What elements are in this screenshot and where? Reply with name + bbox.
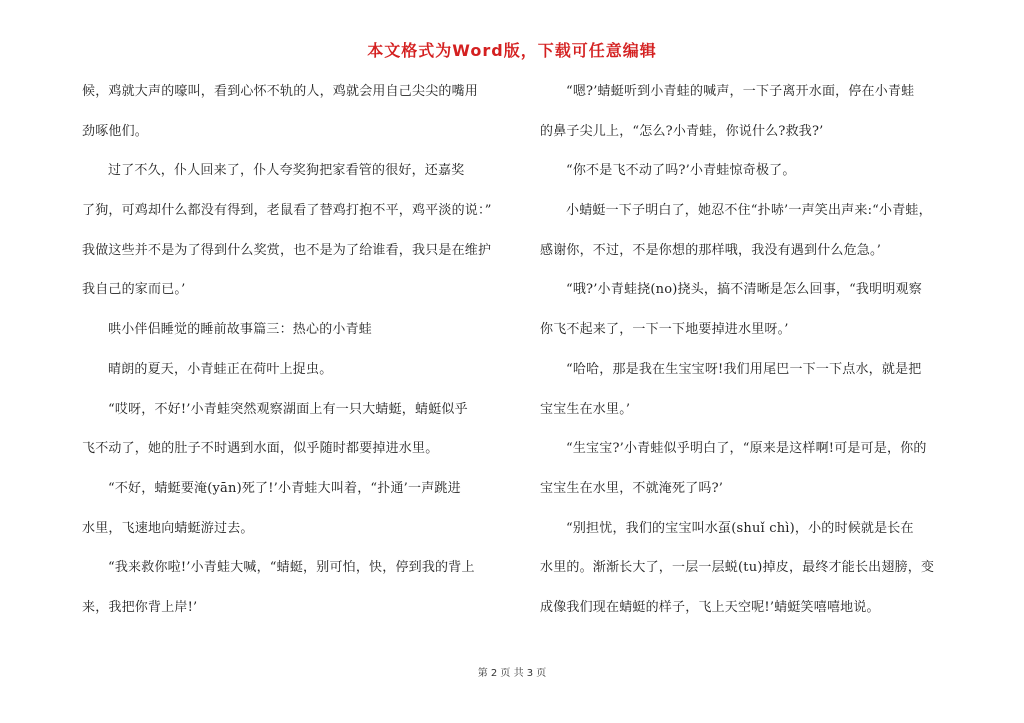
text-line: “哦?’小青蛙挠(no)挠头，搞不清晰是怎么回事，“我明明观察 bbox=[566, 282, 922, 298]
text-line: 宝宝生在水里。’ bbox=[540, 401, 631, 417]
header-banner: 本文格式为Word版，下载可任意编辑 bbox=[367, 41, 657, 60]
text-line: 宝宝生在水里，不就淹死了吗?’ bbox=[540, 480, 724, 496]
text-line: 小蜻蜓一下子明白了，她忍不住“扑哧’一声笑出声来:“小青蛙， bbox=[566, 203, 932, 219]
text-line: 感谢你，不过，不是你想的那样哦，我没有遇到什么危急。’ bbox=[540, 242, 882, 258]
text-line: “哎呀，不好!’小青蛙突然观察湖面上有一只大蜻蜓，蜻蜓似乎 bbox=[108, 401, 468, 417]
text-line: 候，鸡就大声的嚎叫，看到心怀不轨的人，鸡就会用自己尖尖的嘴用 bbox=[82, 84, 479, 99]
text-line: “不好，蜻蜓要淹(yān)死了!’小青蛙大叫着，“扑通’一声跳进 bbox=[108, 480, 461, 496]
text-line: 哄小伴侣睡觉的睡前故事篇三：热心的小青蛙 bbox=[108, 322, 373, 338]
text-line: 了狗，可鸡却什么都没有得到，老鼠看了替鸡打抱不平，鸡平淡的说：” bbox=[82, 203, 492, 219]
text-line: “我来救你啦!’小青蛙大喊，“蜻蜓，别可怕，快，停到我的背上 bbox=[108, 560, 475, 576]
page-footer: 第 2 页 共 3 页 bbox=[477, 668, 547, 679]
right-column bbox=[540, 78, 965, 634]
text-line: 飞不动了，她的肚子不时遇到水面，似乎随时都要掉进水里。 bbox=[82, 441, 439, 457]
text-line: 晴朗的夏天，小青蛙正在荷叶上捉虫。 bbox=[108, 361, 333, 377]
text-line: “你不是飞不动了吗?’小青蛙惊奇极了。 bbox=[566, 163, 796, 179]
left-column bbox=[82, 78, 507, 634]
text-line: 成像我们现在蜻蜓的样子，飞上天空呢!’蜻蜓笑嘻嘻地说。 bbox=[540, 599, 880, 615]
text-line: 水里，飞速地向蜻蜓游过去。 bbox=[82, 520, 254, 536]
text-line: “生宝宝?’小青蛙似乎明白了，“原来是这样啊!可是可是，你的 bbox=[566, 441, 927, 457]
text-line: 你飞不起来了，一下一下地要掉进水里呀。’ bbox=[540, 322, 789, 338]
text-line: “嗯?’蜻蜓听到小青蛙的喊声，一下子离开水面，停在小青蛙 bbox=[566, 84, 915, 99]
text-line: “别担忧，我们的宝宝叫水虿(shuǐ chì)，小的时候就是长在 bbox=[566, 520, 914, 536]
text-line: 水里的。渐渐长大了，一层一层蜕(tu)掉皮，最终才能长出翅膀，变 bbox=[540, 560, 935, 576]
text-line: 来，我把你背上岸!’ bbox=[82, 599, 198, 615]
text-line: 劲啄他们。 bbox=[82, 123, 149, 139]
text-line: 的鼻子尖儿上，“怎么?小青蛙，你说什么?救我?’ bbox=[540, 123, 824, 139]
text-line: 过了不久，仆人回来了，仆人夸奖狗把家看管的很好，还嘉奖 bbox=[108, 163, 465, 179]
text-line: 我做这些并不是为了得到什么奖赏，也不是为了给谁看，我只是在维护 bbox=[82, 242, 492, 258]
text-line: “哈哈，那是我在生宝宝呀!我们用尾巴一下一下点水，就是把 bbox=[566, 361, 922, 377]
text-line: 我自己的家而已。’ bbox=[82, 282, 186, 298]
